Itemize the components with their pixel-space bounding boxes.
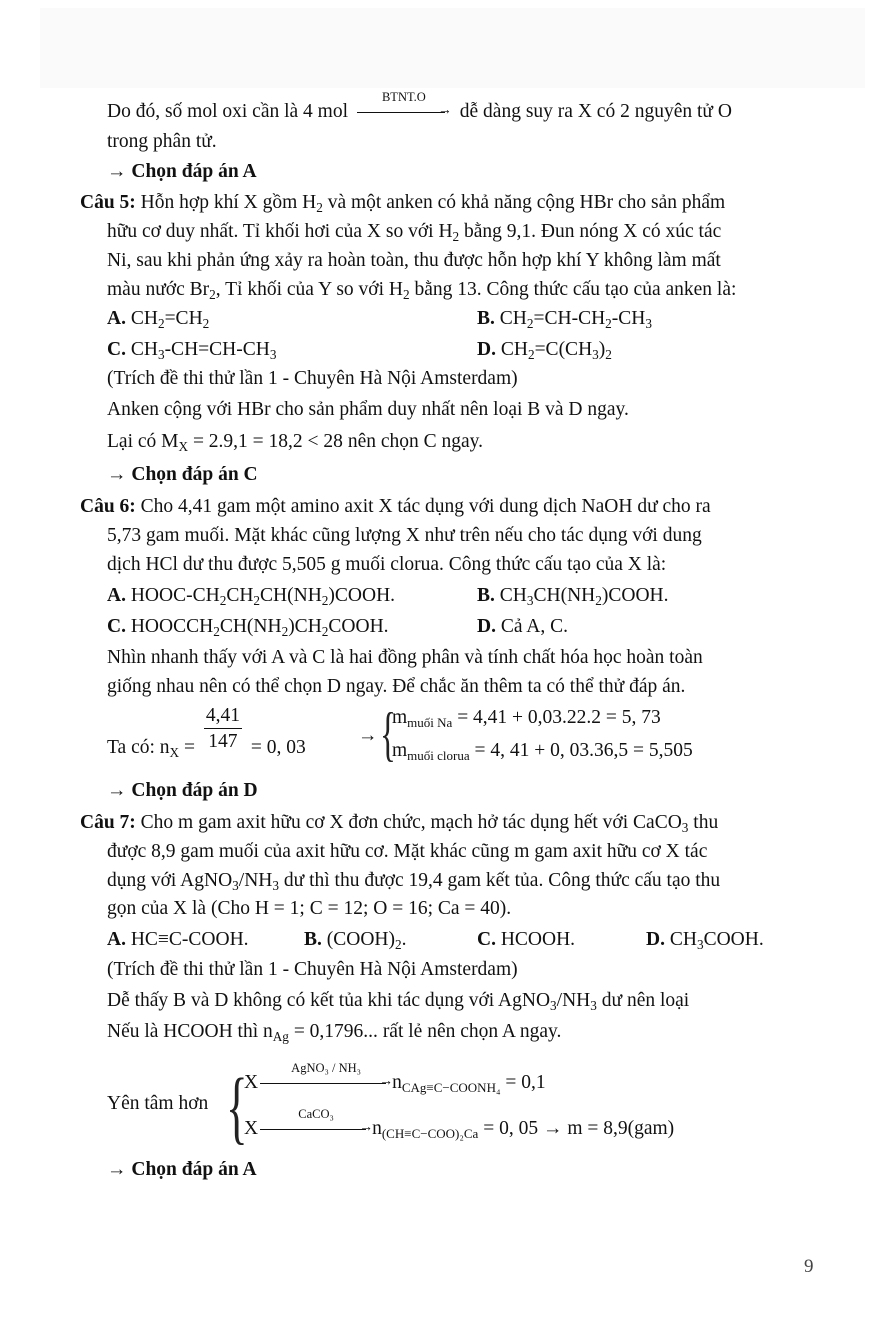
- q5-option-b: [477, 309, 652, 329]
- subscript: 2: [157, 315, 165, 331]
- subscript: 3: [232, 877, 239, 893]
- subscript: 2: [281, 623, 289, 639]
- text: và một anken có khả năng cộng HBr cho sản phẩm: [322, 192, 726, 213]
- option-key: C.: [107, 339, 126, 360]
- math-symbol: X: [244, 1072, 259, 1093]
- calc-result: = 0, 03: [250, 736, 306, 758]
- math-subscript: X: [169, 744, 180, 760]
- math-subscript: Ag: [272, 1028, 289, 1044]
- text: (COOH): [326, 929, 396, 950]
- q5-stem-text: [141, 192, 726, 213]
- math-symbol: n: [262, 1021, 273, 1042]
- reassure-row-1: [244, 1060, 546, 1095]
- q7-explanation-1: [107, 991, 689, 1011]
- q5-stem-line-4: [107, 280, 736, 300]
- subscript: 3: [696, 936, 704, 952]
- text: Hỗn hợp khí X gồm H: [140, 192, 317, 213]
- subscript: 3: [272, 877, 279, 893]
- text: dụng với AgNO: [107, 870, 233, 891]
- math-symbol: X: [244, 1118, 259, 1139]
- text: =C(CH: [534, 339, 593, 360]
- text: COOH.: [328, 616, 389, 637]
- subscript: 2: [595, 592, 602, 608]
- q7-option-c: [477, 930, 575, 950]
- text: ): [598, 339, 606, 360]
- q5-answer: [107, 465, 258, 485]
- text: CH: [499, 585, 527, 606]
- q6-option-d: [477, 617, 568, 637]
- math-subscript: muối clorua: [407, 747, 470, 763]
- math-expr: = 4,41 + 0,03.22.2 = 5, 73: [452, 707, 661, 728]
- q5-explanation-2: [107, 432, 483, 452]
- question-label: Câu 7:: [80, 812, 136, 833]
- text: )CH: [288, 616, 322, 637]
- q6-stem-text: Cho 4,41 gam một amino axit X tác dụng với dung dịch NaOH dư cho ra: [140, 496, 711, 517]
- q7-stem-line-1: [80, 813, 718, 833]
- math-symbol: n: [159, 736, 170, 758]
- option-key: B.: [304, 929, 322, 950]
- text: dư thì thu được 19,4 gam kết tủa. Công thức cấu tạo thu: [279, 870, 721, 891]
- subscript: 3: [681, 819, 689, 835]
- text: =CH: [164, 308, 203, 329]
- q7-option-a: [107, 930, 249, 950]
- text: CH(NH: [260, 585, 322, 606]
- math-expression: [161, 431, 343, 452]
- intro-text-after: dễ dàng suy ra X có 2 nguyên tử O: [459, 101, 732, 122]
- reassure-row-2: [244, 1106, 675, 1141]
- text: CH: [499, 308, 527, 329]
- text: CH: [226, 585, 254, 606]
- option-text: [131, 308, 209, 329]
- subscript: 2: [213, 623, 220, 639]
- option-text: [501, 339, 612, 360]
- subscript: 2: [253, 592, 261, 608]
- text: CH: [500, 339, 528, 360]
- intro-text-before: Do đó, số mol oxi cần là 4 mol: [107, 101, 349, 122]
- page-number: 9: [804, 1256, 814, 1277]
- subscript: 2: [395, 936, 402, 952]
- option-key: C.: [477, 929, 496, 950]
- subscript: 3: [590, 997, 597, 1013]
- text: /NH: [556, 990, 591, 1011]
- q6-stem-line-1: [80, 497, 711, 517]
- text: Cho m gam axit hữu cơ X đơn chức, mạch hở tác dụng hết với CaCO: [140, 812, 682, 833]
- math-symbol: n: [372, 1118, 382, 1139]
- text: hữu cơ duy nhất. Tỉ khối hơi của X so với H: [107, 221, 453, 242]
- subscript: 3: [269, 346, 277, 362]
- fraction-denominator: 147: [208, 730, 238, 752]
- subscript: 2: [527, 346, 535, 362]
- option-key: A.: [107, 929, 126, 950]
- math-expr: = 4, 41 + 0, 03.36,5 = 5,505: [469, 740, 693, 761]
- math-symbol: n: [392, 1072, 402, 1093]
- arrow-right-icon: →: [107, 464, 127, 485]
- q5-option-d: [477, 340, 612, 360]
- q6-explanation-2: giống nhau nên có thể chọn D ngay. Để chắc ăn thêm ta có thể thử đáp án.: [107, 676, 686, 697]
- q7-option-d: [646, 930, 764, 950]
- math-expr: = 0,1796...: [288, 1021, 378, 1042]
- arrow-shaft: [260, 1083, 386, 1084]
- q7-stem-line-3: [107, 871, 720, 891]
- q6-explanation-1: Nhìn nhanh thấy với A và C là hai đồng phân và tính chất hóa học hoàn toàn: [107, 647, 703, 668]
- text: bằng 9,1. Đun nóng X có xúc tác: [459, 221, 722, 242]
- subscript: 2: [321, 592, 329, 608]
- question-label: Câu 5:: [80, 192, 136, 213]
- text: )COOH.: [328, 585, 396, 606]
- text: CH: [130, 308, 158, 329]
- subscript: 3: [550, 997, 557, 1013]
- answer-text: Chọn đáp án A: [131, 161, 257, 182]
- text: Dễ thấy B và D không có kết tủa khi tác dụng với AgNO: [107, 990, 551, 1011]
- option-text: [500, 308, 652, 329]
- math-eq: =: [179, 736, 200, 758]
- text: HC≡C-COOH.: [130, 929, 249, 950]
- calc-row-na: [392, 708, 661, 728]
- subscript: 2: [202, 315, 210, 331]
- text: nên chọn C ngay.: [347, 431, 484, 452]
- subscript: 3: [592, 346, 599, 362]
- math-subscript: (CH≡C−COO)₂Ca: [381, 1125, 479, 1141]
- calc-prefix: Ta có:: [107, 736, 155, 758]
- subscript: 3: [157, 346, 165, 362]
- implies-arrow-icon: [358, 726, 378, 746]
- option-text: [500, 585, 669, 606]
- subscript: 2: [402, 286, 410, 302]
- subscript: 3: [645, 315, 652, 331]
- text: HOOCCH: [130, 616, 214, 637]
- q7-option-b: [304, 930, 407, 950]
- text: HCOOH.: [500, 929, 576, 950]
- reassure-prefix: Yên tâm hơn: [107, 1093, 209, 1114]
- fraction: [204, 706, 242, 751]
- text: )COOH.: [601, 585, 669, 606]
- left-brace-icon: {: [226, 1061, 248, 1152]
- option-key: B.: [477, 308, 495, 329]
- subscript: 2: [452, 228, 460, 244]
- reaction-arrow: [260, 1060, 394, 1091]
- text: -CH=CH-CH: [164, 339, 270, 360]
- reaction-arrow: [357, 89, 452, 120]
- option-text: [501, 929, 575, 950]
- q5-explanation-1: Anken cộng với HBr cho sản phẩm duy nhất nên loại B và D ngay.: [107, 399, 629, 420]
- subscript: 2: [605, 315, 612, 331]
- subscript: 3: [526, 592, 534, 608]
- arrow-right-icon: →: [107, 161, 127, 182]
- text: Ni, sau khi phản ứng xảy ra hoàn toàn, thu được hỗn hợp khí Y không làm mất: [107, 250, 721, 271]
- option-key: A.: [107, 308, 126, 329]
- q7-explanation-2: [107, 1022, 561, 1042]
- q7-stem-line-4: [107, 899, 511, 919]
- fraction-numerator: 4,41: [204, 706, 242, 729]
- math-symbol: m: [392, 707, 408, 728]
- arrow-right-icon: →: [358, 725, 378, 746]
- option-key: C.: [107, 616, 126, 637]
- text: dư nên loại: [596, 990, 690, 1011]
- option-key: D.: [646, 929, 665, 950]
- arrow-label: CaCO₃: [298, 1106, 334, 1121]
- math-subscript: CAg≡C−COONH₄: [401, 1079, 501, 1095]
- q7-answer: [107, 1160, 257, 1180]
- text: CH: [130, 339, 158, 360]
- arrow-right-icon: →: [107, 780, 127, 801]
- q5-stem-line-1: [80, 193, 725, 213]
- arrow-right-icon: →: [437, 102, 452, 118]
- q6-option-a: [107, 586, 395, 606]
- option-text: [131, 339, 277, 360]
- math-expr: = 0,1: [500, 1072, 546, 1093]
- q7-stem-text: [141, 812, 719, 833]
- q5-option-c: [107, 340, 276, 360]
- q5-stem-line-2: [107, 222, 721, 242]
- arrow-right-icon: →: [379, 1073, 394, 1089]
- text: HOOC-CH: [130, 585, 220, 606]
- answer-text: Chọn đáp án A: [131, 1159, 257, 1180]
- subscript: 2: [219, 592, 227, 608]
- text: Cả A, C.: [500, 616, 569, 637]
- q6-stem-line-3: dịch HCl dư thu được 5,505 g muối clorua. Công thức cấu tạo của X là:: [107, 554, 667, 575]
- math-symbol: m: [392, 740, 408, 761]
- q6-stem-line-2: 5,73 gam muối. Mặt khác cũng lượng X như trên nếu cho tác dụng với dung: [107, 525, 702, 546]
- page-header-band: [40, 8, 865, 88]
- text: =CH-CH: [533, 308, 606, 329]
- text: bằng 13. Công thức cấu tạo của anken là:: [409, 279, 737, 300]
- intro-line-2: trong phân tử.: [107, 131, 217, 152]
- text: /NH: [238, 870, 273, 891]
- option-key: B.: [477, 585, 495, 606]
- text: CH: [669, 929, 697, 950]
- q6-calculation: [107, 705, 306, 760]
- q6-option-c: [107, 617, 389, 637]
- q6-option-b: [477, 586, 668, 606]
- text: CH(NH: [533, 585, 596, 606]
- text: rất lẻ nên chọn A ngay.: [382, 1021, 562, 1042]
- text: được 8,9 gam muối của axit hữu cơ. Mặt khác cũng m gam axit hữu cơ X tác: [107, 841, 708, 862]
- arrow-right-icon: →: [107, 1159, 127, 1180]
- arrow-shaft: [260, 1129, 366, 1130]
- math-subscript: X: [178, 438, 189, 454]
- option-key: D.: [477, 616, 496, 637]
- intro-answer: [107, 162, 257, 182]
- option-text: [131, 929, 249, 950]
- option-text: [131, 616, 389, 637]
- math-symbol: M: [161, 431, 179, 452]
- option-text: [670, 929, 764, 950]
- arrow-label: BTNT.O: [381, 89, 426, 104]
- question-label: Câu 6:: [80, 496, 136, 517]
- math-expr: = 2.9,1 = 18,2 < 28: [188, 431, 343, 452]
- subscript: 2: [209, 286, 216, 302]
- option-text: [501, 616, 568, 637]
- option-key: A.: [107, 585, 126, 606]
- text: Nếu là HCOOH thì: [107, 1021, 259, 1042]
- left-brace-icon: {: [380, 701, 396, 767]
- text: thu: [688, 812, 719, 833]
- text: COOH.: [703, 929, 764, 950]
- text: -CH: [611, 308, 646, 329]
- subscript: 2: [316, 199, 323, 215]
- option-text: [327, 929, 407, 950]
- math-expr: = 0, 05 → m = 8,9(gam): [478, 1118, 675, 1139]
- text: , Tỉ khối của Y so với H: [215, 279, 403, 300]
- option-text: [131, 585, 395, 606]
- math-subscript: muối Na: [407, 714, 453, 730]
- reaction-arrow: [260, 1106, 374, 1137]
- subscript: 2: [605, 346, 612, 362]
- subscript: 2: [526, 315, 534, 331]
- q7-stem-line-2: [107, 842, 707, 862]
- q7-source: (Trích đề thi thử lần 1 - Chuyên Hà Nội Amsterdam): [107, 959, 518, 980]
- q5-option-a: [107, 309, 209, 329]
- q6-answer: [107, 781, 258, 801]
- text: Lại có: [107, 431, 157, 452]
- arrow-right-icon: →: [359, 1119, 374, 1135]
- n-x-expr: [160, 737, 200, 758]
- arrow-shaft: [357, 112, 445, 113]
- calc-row-clorua: [392, 741, 693, 761]
- subscript: 2: [321, 623, 329, 639]
- option-key: D.: [477, 339, 496, 360]
- answer-text: Chọn đáp án D: [131, 780, 258, 801]
- arrow-label: AgNO₃ / NH₃: [291, 1060, 361, 1075]
- intro-line-1: [107, 89, 732, 122]
- text: CH(NH: [219, 616, 282, 637]
- answer-text: Chọn đáp án C: [131, 464, 258, 485]
- math-expression: [263, 1021, 378, 1042]
- text: .: [401, 929, 407, 950]
- text: gọn của X là (Cho H = 1; C = 12; O = 16; Ca = 40).: [107, 898, 512, 919]
- q5-stem-line-3: [107, 251, 721, 271]
- text: màu nước Br: [107, 279, 210, 300]
- q5-source: (Trích đề thi thử lần 1 - Chuyên Hà Nội Amsterdam): [107, 368, 518, 389]
